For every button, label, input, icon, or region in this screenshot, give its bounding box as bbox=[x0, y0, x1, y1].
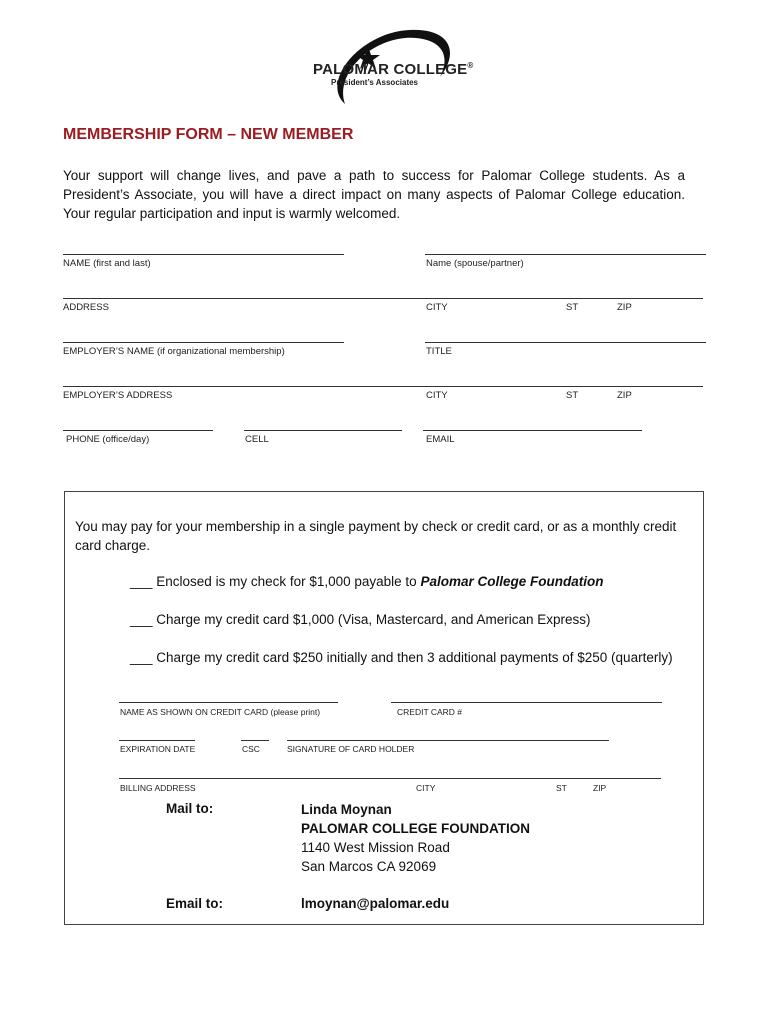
email-field[interactable] bbox=[423, 430, 642, 431]
card-number-label: CREDIT CARD # bbox=[397, 707, 463, 717]
mail-org: PALOMAR COLLEGE FOUNDATION bbox=[301, 821, 530, 836]
payment-intro: You may pay for your membership in a single payment by check or credit card, or as a monthly credit card charge. bbox=[75, 519, 677, 553]
csc-field[interactable] bbox=[241, 740, 269, 741]
phone-field[interactable] bbox=[63, 430, 213, 431]
email-to-label: Email to: bbox=[166, 896, 224, 911]
employer-name-field[interactable] bbox=[63, 342, 344, 343]
mailing-address bbox=[301, 800, 530, 876]
billing-address-label: BILLING ADDRESS bbox=[120, 783, 196, 793]
email-label: EMAIL bbox=[426, 434, 455, 445]
billing-st-label: ST bbox=[556, 783, 567, 793]
logo-title: PALOMAR COLLEGE® bbox=[313, 61, 474, 78]
employer-address-field[interactable] bbox=[63, 386, 703, 387]
expiration-field[interactable] bbox=[119, 740, 195, 741]
employer-address-label: EMPLOYER’S ADDRESS bbox=[63, 390, 173, 401]
city-label: CITY bbox=[426, 302, 448, 313]
phone-label: PHONE (office/day) bbox=[66, 434, 150, 445]
payment-option-card-full[interactable]: ___ Charge my credit card $1,000 (Visa, Mastercard, and American Express) bbox=[130, 612, 591, 627]
cell-label: CELL bbox=[245, 434, 269, 445]
card-number-field[interactable] bbox=[391, 702, 662, 703]
zip-label: ZIP bbox=[617, 302, 632, 313]
mail-street: 1140 West Mission Road bbox=[301, 840, 450, 855]
title-label: TITLE bbox=[426, 346, 452, 357]
card-name-field[interactable] bbox=[119, 702, 338, 703]
title-field[interactable] bbox=[425, 342, 706, 343]
signature-label: SIGNATURE OF CARD HOLDER bbox=[287, 744, 415, 754]
spouse-label: Name (spouse/partner) bbox=[426, 258, 524, 269]
employer-zip-label: ZIP bbox=[617, 390, 632, 401]
employer-st-label: ST bbox=[566, 390, 579, 401]
card-name-label: NAME AS SHOWN ON CREDIT CARD (please print) bbox=[120, 707, 321, 717]
mail-city: San Marcos CA 92069 bbox=[301, 859, 437, 874]
address-label: ADDRESS bbox=[63, 302, 109, 313]
billing-zip-label: ZIP bbox=[593, 783, 607, 793]
billing-city-label: CITY bbox=[416, 783, 436, 793]
name-field[interactable] bbox=[63, 254, 344, 255]
csc-label: CSC bbox=[242, 744, 260, 754]
name-label: NAME (first and last) bbox=[63, 258, 151, 269]
st-label: ST bbox=[566, 302, 579, 313]
billing-address-field[interactable] bbox=[119, 778, 661, 779]
payment-option-card-quarterly[interactable]: ___ Charge my credit card $250 initially and then 3 additional payments of $250 (quarterly) bbox=[130, 650, 673, 665]
email-address-link[interactable]: lmoynan@palomar.edu bbox=[301, 896, 450, 911]
page-title: MEMBERSHIP FORM – NEW MEMBER bbox=[63, 126, 354, 143]
mail-name: Linda Moynan bbox=[301, 802, 392, 817]
spouse-field[interactable] bbox=[425, 254, 706, 255]
employer-name-label: EMPLOYER’S NAME (if organizational membership) bbox=[63, 346, 285, 357]
intro-paragraph: Your support will change lives, and pave a path to success for Palomar College students. As a President’s Associate, you will have a direct impact on many aspects of Palomar College education. Your regular participation and input is warmly welcomed. bbox=[63, 168, 685, 221]
address-field[interactable] bbox=[63, 298, 703, 299]
expiration-label: EXPIRATION DATE bbox=[120, 744, 196, 754]
logo-subtitle: President’s Associates bbox=[331, 78, 419, 87]
cell-field[interactable] bbox=[244, 430, 402, 431]
mail-to-label: Mail to: bbox=[166, 801, 214, 816]
payment-option-check[interactable]: ___ Enclosed is my check for $1,000 payable to Palomar College Foundation bbox=[130, 574, 604, 589]
signature-field[interactable] bbox=[287, 740, 609, 741]
employer-city-label: CITY bbox=[426, 390, 448, 401]
